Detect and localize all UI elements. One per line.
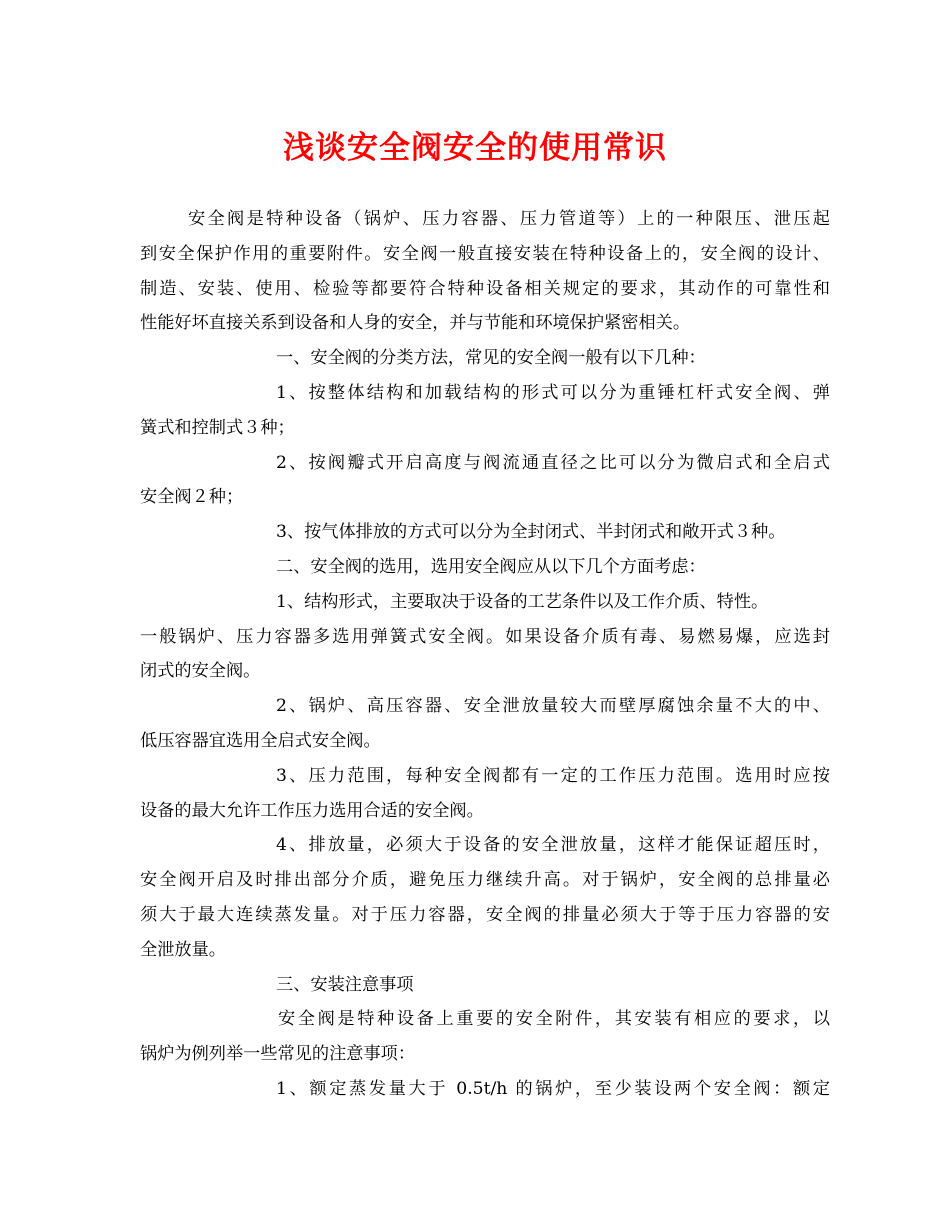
list-item-line: 低压容器宜选用全启式安全阀。 bbox=[140, 730, 381, 751]
list-item-line: 1、结构形式，主要取决于设备的工艺条件以及工作介质、特性。 bbox=[276, 591, 769, 612]
page-title: 浅谈安全阀安全的使用常识 bbox=[283, 130, 667, 166]
list-item-line: 1、按整体结构和加载结构的形式可以分为重锤杠杆式安全阀、弹 bbox=[276, 382, 830, 403]
list-item-line: 全泄放量。 bbox=[140, 939, 226, 960]
paragraph-line: 锅炉为例列举一些常见的注意事项： bbox=[140, 1044, 416, 1065]
section-heading: 一、安全阀的分类方法，常见的安全阀一般有以下几种： bbox=[276, 348, 706, 369]
list-item-line: 1、额定蒸发量大于 0.5t/h 的锅炉，至少装设两个安全阀：额定 bbox=[276, 1078, 830, 1099]
paragraph-line: 制造、安装、使用、检验等都要符合特种设备相关规定的要求，其动作的可靠性和 bbox=[140, 278, 830, 299]
list-item-line: 簧式和控制式３种； bbox=[140, 417, 295, 438]
list-item-line: 3、按气体排放的方式可以分为全封闭式、半封闭式和敞开式３种。 bbox=[276, 522, 786, 543]
section-heading: 三、安装注意事项 bbox=[276, 974, 414, 995]
list-item-line: 闭式的安全阀。 bbox=[140, 661, 261, 682]
list-item-line: 安全阀２种； bbox=[140, 487, 244, 508]
paragraph-line: 性能好坏直接关系到设备和人身的安全，并与节能和环境保护紧密相关。 bbox=[140, 313, 691, 334]
list-item-line: 2、按阀瓣式开启高度与阀流通直径之比可以分为微启式和全启式 bbox=[276, 452, 830, 473]
list-item-line: 3、压力范围，每种安全阀都有一定的工作压力范围。选用时应按 bbox=[276, 765, 830, 786]
list-item-line: 一般锅炉、压力容器多选用弹簧式安全阀。如果设备介质有毒、易燃易爆，应选封 bbox=[140, 626, 830, 647]
list-item-line: 须大于最大连续蒸发量。对于压力容器，安全阀的排量必须大于等于压力容器的安 bbox=[140, 904, 830, 925]
paragraph-line: 安全阀是特种设备上重要的安全附件，其安装有相应的要求，以 bbox=[278, 1009, 830, 1030]
paragraph-line: 安全阀是特种设备（锅炉、压力容器、压力管道等）上的一种限压、泄压起 bbox=[188, 209, 830, 229]
paragraph-line: 到安全保护作用的重要附件。安全阀一般直接安装在特种设备上的，安全阀的设计、 bbox=[140, 243, 830, 264]
list-item-line: 设备的最大允许工作压力选用合适的安全阀。 bbox=[140, 800, 484, 821]
list-item-line: 4、排放量，必须大于设备的安全泄放量，这样才能保证超压时， bbox=[276, 835, 830, 856]
list-item-line: 2、锅炉、高压容器、安全泄放量较大而壁厚腐蚀余量不大的中、 bbox=[276, 696, 830, 717]
document-body bbox=[140, 202, 830, 1107]
section-heading: 二、安全阀的选用，选用安全阀应从以下几个方面考虑： bbox=[276, 556, 706, 577]
list-item-line: 安全阀开启及时排出部分介质，避免压力继续升高。对于锅炉，安全阀的总排量必 bbox=[140, 870, 830, 891]
